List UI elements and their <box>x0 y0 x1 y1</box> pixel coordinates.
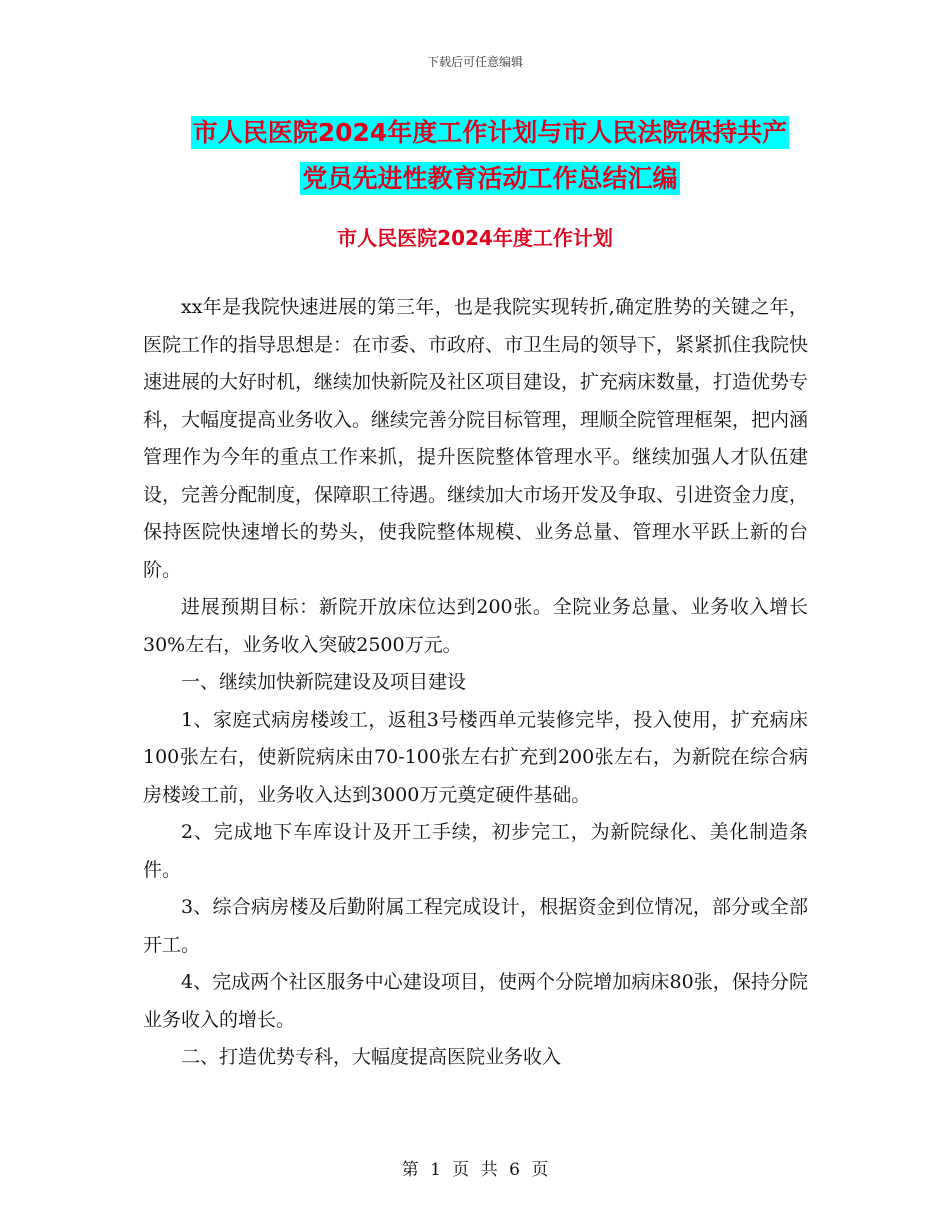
body-paragraph: 4、完成两个社区服务中心建设项目，使两个分院增加病床80张，保持分院业务收入的增长。 <box>143 971 808 1031</box>
body-paragraph: 3、综合病房楼及后勤附属工程完成设计，根据资金到位情况，部分或全部开工。 <box>143 896 808 956</box>
body-paragraph: 一、继续加快新院建设及项目建设 <box>181 671 467 693</box>
body-paragraph: 2、完成地下车库设计及开工手续，初步完工，为新院绿化、美化制造条件。 <box>143 821 808 881</box>
document-body <box>143 289 808 1077</box>
document-title-line-1: 市人民医院2024年度工作计划与市人民法院保持共产 <box>192 118 788 147</box>
body-paragraph: xx年是我院快速进展的第三年，也是我院实现转折,确定胜势的关键之年，医院工作的指导思想是：在市委、市政府、市卫生局的领导下，紧紧抓住我院快速进展的大好时机，继续加快新院及社区项目建设，扩充病床数量，打造优势专科，大幅度提高业务收入。继续完善分院目标管理，理顺全院管理框架，把内涵管理作为今年的重点工作来抓，提升医院整体管理水平。继续加强人才队伍建设，完善分配制度，保障职工待遇。继续加大市场开发及争取、引进资金力度，保持医院快速增长的势头，使我院整体规模、业务总量、管理水平跃上新的台阶。 <box>143 296 809 581</box>
page-header-note: 下载后可任意编辑 <box>426 55 523 69</box>
document-title-line-2: 党员先进性教育活动工作总结汇编 <box>302 164 678 193</box>
body-paragraph: 二、打造优势专科，大幅度提高医院业务收入 <box>181 1046 562 1068</box>
document-title <box>140 110 840 202</box>
body-paragraph: 1、家庭式病房楼竣工，返租3号楼西单元装修完毕，投入使用，扩充病床100张左右，使新院病床由70-100张左右扩充到200张左右，为新院在综合病房楼竣工前，业务收入达到3000万元奠定硬件基础。 <box>143 708 808 806</box>
page-footer: 第 1 页 共 6 页 <box>401 1160 549 1180</box>
section-title: 市人民医院2024年度工作计划 <box>337 226 613 250</box>
body-paragraph: 进展预期目标：新院开放床位达到200张。全院业务总量、业务收入增长30%左右，业务收入突破2500万元。 <box>143 596 808 656</box>
